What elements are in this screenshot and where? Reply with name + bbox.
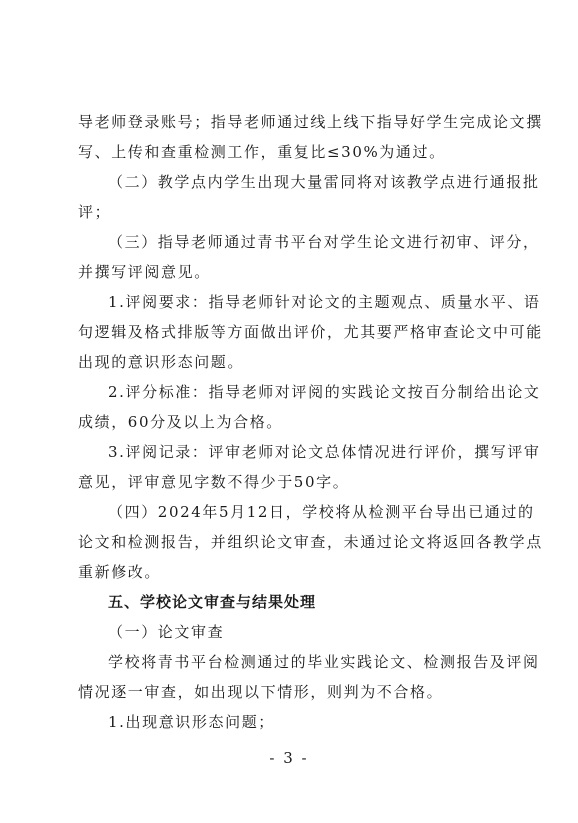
body-text-line: 1.评阅要求：指导老师针对论文的主题观点、质量水平、语: [108, 293, 541, 311]
body-text-line: 学校将青书平台检测通过的毕业实践论文、检测报告及评阅: [108, 653, 540, 671]
body-text-line: 并撰写评阅意见。: [78, 263, 211, 281]
section-heading: 五、学校论文审查与结果处理: [108, 593, 317, 611]
body-text-line: （四）2024年5月12日，学校将从检测平台导出已通过的: [108, 503, 535, 521]
body-text-line: 评；: [78, 203, 112, 221]
body-text-line: 写、上传和查重检测工作，重复比≤30%为通过。: [78, 143, 446, 161]
body-text-line: 出现的意识形态问题。: [78, 353, 245, 371]
body-text-line: 重新修改。: [78, 563, 162, 581]
body-text-line: 1.出现意识形态问题；: [108, 713, 275, 731]
body-text-line: （三）指导老师通过青书平台对学生论文进行初审、评分，: [108, 233, 540, 251]
body-text-line: 意见，评审意见字数不得少于50字。: [78, 473, 350, 491]
body-text-line: 3.评阅记录：评审老师对论文总体情况进行评价，撰写评审: [108, 443, 541, 461]
body-text-line: 情况逐一审查，如出现以下情形，则判为不合格。: [78, 683, 444, 701]
page-number: - 3 -: [269, 749, 309, 767]
body-text-line: 成绩，60分及以上为合格。: [78, 413, 283, 431]
body-text-line: 导老师登录账号；指导老师通过线上线下指导好学生完成论文撰: [78, 113, 543, 131]
subsection-heading: （一）论文审查: [108, 623, 225, 641]
body-text-line: 2.评分标准：指导老师对评阅的实践论文按百分制给出论文: [108, 383, 541, 401]
body-text-line: （二）教学点内学生出现大量雷同将对该教学点进行通报批: [108, 173, 540, 191]
body-text-line: 论文和检测报告，并组织论文审查，未通过论文将返回各教学点: [78, 533, 543, 551]
body-text-line: 句逻辑及格式排版等方面做出评价，尤其要严格审查论文中可能: [78, 323, 543, 341]
